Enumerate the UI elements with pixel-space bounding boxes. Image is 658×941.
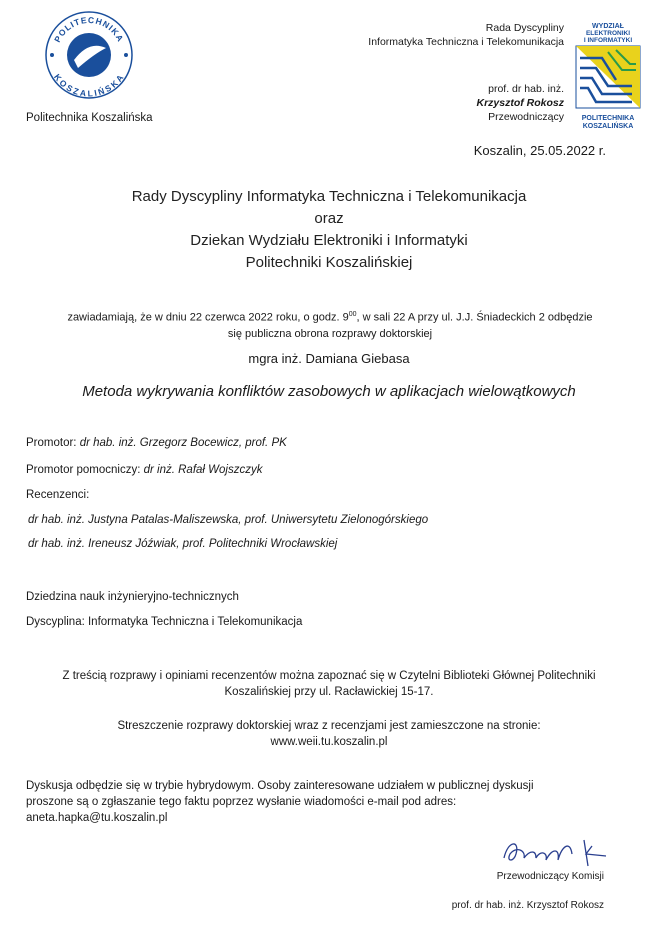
co-promotor-name: dr inż. Rafał Wojszczyk (143, 464, 263, 476)
announcement-text (30, 307, 630, 342)
heading-line4: Politechniki Koszalińskiej (245, 254, 413, 271)
signature-label: Przewodniczący Komisji (496, 871, 604, 882)
summary-note (0, 718, 658, 750)
council-header (368, 21, 564, 49)
promotor-label: Promotor: (26, 437, 77, 449)
discussion-line2: proszone są o zgłaszanie tego faktu poprzez wysłanie wiadomości e-mail pod adres: (26, 796, 457, 808)
chair-header (476, 82, 564, 124)
chair-role: Przewodniczący (488, 111, 564, 123)
contact-email[interactable]: aneta.hapka@tu.koszalin.pl (26, 812, 168, 824)
svg-text:ELEKTRONIKI: ELEKTRONIKI (585, 30, 631, 37)
svg-text:I INFORMATYKI: I INFORMATYKI (583, 37, 633, 44)
university-logo (44, 10, 134, 100)
library-note-line2: Koszalińskiej przy ul. Racławickiej 15-17. (224, 686, 434, 698)
website-link[interactable]: www.weii.tu.koszalin.pl (270, 736, 388, 748)
heading-line1: Rady Dyscypliny Informatyka Techniczna i Telekomunikacja (131, 188, 527, 205)
chair-title: prof. dr hab. inż. (488, 83, 564, 95)
announce-post: , w sali 22 A przy ul. J.J. Śniadeckich 2 odbędzie (356, 311, 593, 324)
signatory-name: prof. dr hab. inż. Krzysztof Rokosz (451, 900, 604, 911)
candidate-name: mgra inż. Damiana Giebasa (248, 351, 410, 366)
thesis-title: Metoda wykrywania konfliktów zasobowych w aplikacjach wielowątkowych (82, 383, 576, 400)
svg-text:POLITECHNIKA: POLITECHNIKA (581, 115, 635, 122)
discipline: Dyscyplina: Informatyka Techniczna i Telekomunikacja (26, 616, 303, 628)
svg-text:POLITECHNIKA: POLITECHNIKA (52, 14, 126, 44)
heading-line3: Dziekan Wydziału Elektroniki i Informatyki (190, 232, 468, 249)
discussion-line1: Dyskusja odbędzie się w trybie hybrydowym. Osoby zainteresowane udziałem w publicznej dyskusji (26, 780, 534, 792)
reviewer-item: dr hab. inż. Justyna Patalas-Maliszewska, prof. Uniwersytetu Zielonogórskiego (28, 514, 429, 526)
library-note (0, 668, 658, 700)
document-date: Koszalin, 25.05.2022 r. (473, 143, 606, 158)
reviewer-item: dr hab. inż. Ireneusz Jóźwiak, prof. Politechniki Wrocławskiej (28, 538, 338, 550)
svg-text:KOSZALIŃSKA: KOSZALIŃSKA (582, 123, 634, 130)
council-line2: Informatyka Techniczna i Telekomunikacja (368, 36, 564, 48)
field-of-science: Dziedzina nauk inżynieryjno-technicznych (26, 591, 239, 603)
chair-name: Krzysztof Rokosz (476, 97, 564, 109)
svg-text:KOSZALIŃSKA: KOSZALIŃSKA (51, 71, 127, 99)
announce-pre: zawiadamiają, że w dniu 22 czerwca 2022 roku, o godz. 9 (67, 311, 349, 324)
announce-line2: się publiczna obrona rozprawy doktorskiej (227, 327, 433, 340)
co-promotor-label: Promotor pomocniczy: (26, 464, 141, 476)
promotor-name: dr hab. inż. Grzegorz Bocewicz, prof. PK (79, 437, 287, 449)
svg-text:WYDZIAŁ: WYDZIAŁ (592, 23, 624, 30)
promotor-row (26, 437, 287, 449)
handwritten-signature (500, 836, 610, 870)
summary-note-line1: Streszczenie rozprawy doktorskiej wraz z recenzjami jest zamieszczone na stronie: (117, 720, 541, 732)
faculty-logo (572, 20, 644, 138)
university-name: Politechnika Koszalińska (26, 112, 153, 124)
council-line1: Rada Dyscypliny (485, 22, 564, 34)
reviewers-label: Recenzenci: (26, 489, 90, 501)
library-note-line1: Z treścią rozprawy i opiniami recenzentów można zapoznać się w Czytelni Biblioteki Głównej Politechniki (62, 670, 596, 682)
heading-line2: oraz (314, 210, 344, 227)
discussion-note (26, 778, 604, 826)
announce-time-sup: 00 (348, 311, 357, 318)
announcement-heading (0, 186, 658, 274)
co-promotor-row (26, 464, 262, 476)
